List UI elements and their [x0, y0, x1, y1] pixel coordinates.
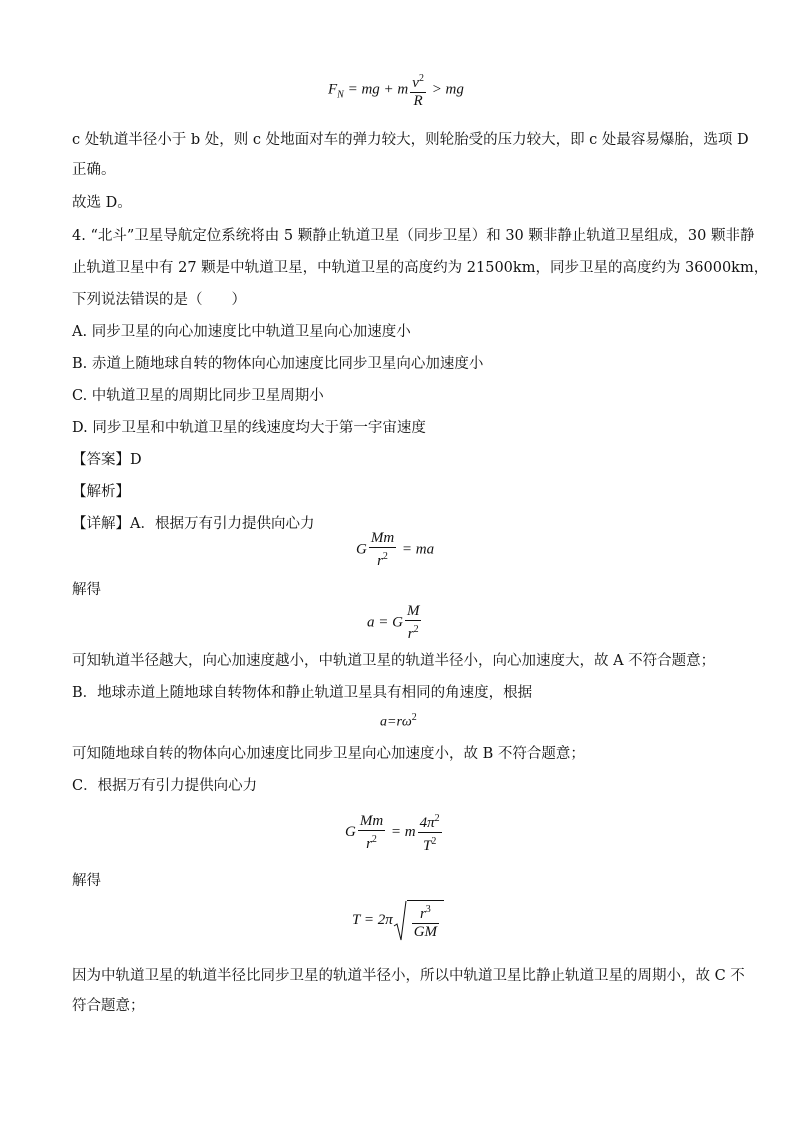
equation-period	[352, 900, 444, 941]
eq5-fraction-1	[358, 813, 385, 853]
text-line: c 处轨道半径小于 b 处，则 c 处地面对车的弹力较大，则轮胎受的压力较大，即 c 处最容易爆胎，选项 D	[72, 132, 749, 148]
option-d: D. 同步卫星和中轨道卫星的线速度均大于第一宇宙速度	[72, 420, 426, 436]
answer-label: 【答案】D	[72, 452, 142, 468]
equation-gravity-period	[345, 810, 444, 855]
detail-b: B．地球赤道上随地球自转物体和静止轨道卫星具有相同的角速度，根据	[72, 685, 533, 701]
eq5-fraction-2	[418, 810, 442, 855]
eq3-fraction	[405, 603, 422, 643]
eq5-den: r	[366, 835, 372, 852]
text-line: 正确。	[72, 162, 116, 178]
eq5-den2-sup: 2	[431, 836, 437, 847]
eq1-lhs: F	[328, 81, 338, 98]
eq5-den2: T	[422, 838, 432, 854]
equation-angular	[380, 712, 417, 731]
eq1-eq: = mg + m	[343, 81, 409, 98]
eq5-g: G	[345, 823, 356, 840]
eq4-text: a=rω	[380, 714, 412, 730]
text-line: 故选 D。	[72, 195, 132, 211]
eq5-num: Mm	[359, 812, 384, 829]
eq1-tail: > mg	[427, 81, 464, 98]
eq4-sup: 2	[411, 712, 417, 723]
eq6-num: r	[419, 906, 426, 922]
eq2-fraction	[369, 530, 396, 570]
eq2-rhs: = ma	[398, 541, 435, 558]
question-4-line-3: 下列说法错误的是（ ）	[72, 292, 246, 308]
solve-label: 解得	[72, 582, 101, 598]
eq2-num: Mm	[370, 530, 395, 546]
detail-a: 【详解】A．根据万有引力提供向心力	[72, 516, 315, 532]
eq2-den: r	[377, 553, 383, 569]
solve-label-2: 解得	[72, 873, 101, 889]
eq3-den: r	[407, 626, 414, 642]
conclusion-c-line-1: 因为中轨道卫星的轨道半径比同步卫星的轨道半径小，所以中轨道卫星比静止轨道卫星的周期小，故 C 不	[72, 968, 745, 984]
eq3-num: M	[406, 603, 420, 619]
equation-acceleration	[367, 603, 423, 643]
eq6-den: GM	[413, 924, 438, 940]
option-a: A. 同步卫星的向心加速度比中轨道卫星向心加速度小	[72, 324, 411, 340]
eq5-den-sup: 2	[371, 833, 377, 845]
question-4-line-1: 4. “北斗”卫星导航定位系统将由 5 颗静止轨道卫星（同步卫星）和 30 颗非静止轨道卫星组成，30 颗非静	[72, 228, 755, 244]
eq5-mid: = m	[387, 823, 416, 840]
eq1-fraction	[410, 70, 426, 110]
equation-gravity-ma	[356, 530, 434, 570]
eq1-sub: N	[337, 89, 344, 101]
detail-c: C．根据万有引力提供向心力	[72, 778, 258, 794]
equation-normal-force	[328, 70, 464, 110]
eq3-den-sup: 2	[413, 624, 419, 635]
eq6-fraction	[412, 901, 439, 941]
eq6-num-sup: 3	[425, 904, 431, 915]
eq5-num2-sup: 2	[434, 813, 440, 824]
question-4-line-2: 止轨道卫星中有 27 颗是中轨道卫星，中轨道卫星的高度约为 21500km，同步卫星的高度约为 36000km，	[72, 260, 769, 276]
eq5-num2: 4π	[419, 815, 435, 831]
option-b: B. 赤道上随地球自转的物体向心加速度比同步卫星向心加速度小	[72, 356, 484, 372]
conclusion-c-line-2: 符合题意；	[72, 998, 145, 1014]
eq1-den: R	[410, 92, 426, 110]
eq1-num-sup: 2	[418, 73, 424, 84]
radical-sign	[393, 900, 407, 942]
eq1-num: v	[412, 75, 419, 91]
sqrt-radical	[393, 900, 444, 941]
conclusion-b: 可知随地球自转的物体向心加速度比同步卫星向心加速度小，故 B 不符合题意；	[72, 746, 585, 762]
eq6-lhs: T = 2π	[352, 912, 393, 928]
option-c: C. 中轨道卫星的周期比同步卫星周期小	[72, 388, 324, 404]
eq2-den-sup: 2	[382, 551, 388, 562]
analysis-label: 【解析】	[72, 484, 130, 500]
eq2-g: G	[356, 541, 367, 558]
eq3-lhs: a = G	[367, 614, 403, 631]
conclusion-a: 可知轨道半径越大，向心加速度越小，中轨道卫星的轨道半径小，向心加速度大，故 A 不符合题意；	[72, 653, 716, 669]
